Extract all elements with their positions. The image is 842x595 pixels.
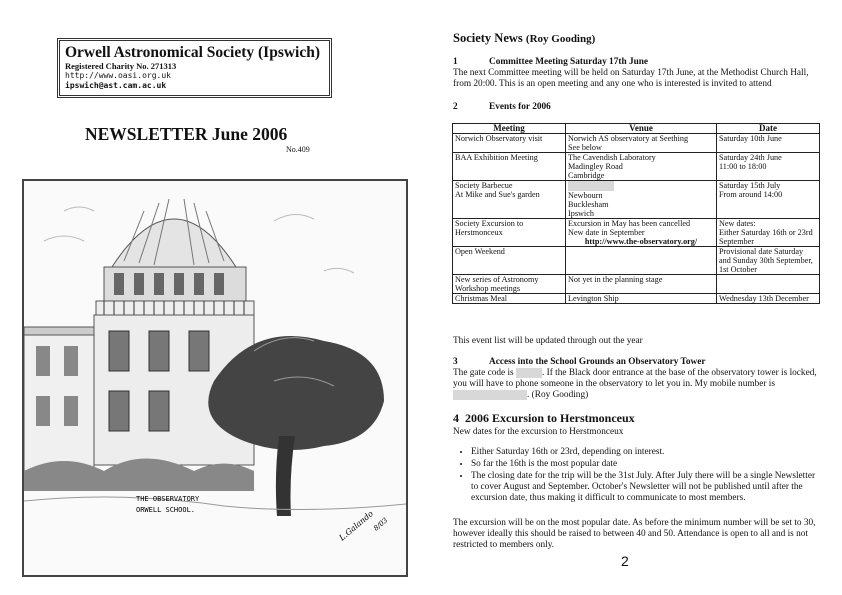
event-row (453, 181, 820, 219)
barbecue-address-redacted (568, 181, 614, 191)
section-3-heading (453, 357, 818, 368)
events-header-row (453, 124, 820, 134)
section-4-closing: The excursion will be on the most popular date. As before the minimum number will be set to 30, however ideally this should be raised to between 40 and 50. Attendance is open to all and is not restricted to members only. (453, 518, 816, 550)
event-meeting-cell: Society Excursion to Herstmonceux (453, 219, 566, 247)
event-date-cell: Saturday 15th July From around 14:00 (717, 181, 820, 219)
gate-code-text: The gate code is (453, 368, 514, 379)
col-venue: Venue (566, 124, 717, 134)
right-page (421, 0, 842, 595)
bullet-popular: • So far the 16th is the most popular date (471, 459, 818, 470)
observatory-drawing (24, 181, 406, 575)
access-instructions: . If the Black door entrance at the base of the observatory tower is locked, you will have to phone someone in the observatory to let you in. My mobile number is (453, 368, 817, 390)
section-3-body (453, 368, 818, 401)
event-venue-cell: Norwich AS observatory at Seething See below (566, 134, 717, 153)
observatory-link[interactable]: http://www.the-observatory.org/ (584, 237, 698, 247)
section-1-heading (453, 57, 818, 68)
section-1-title: Committee Meeting Saturday 17th June (489, 57, 649, 67)
society-email[interactable]: ipswich@ast.cam.ac.uk (65, 81, 167, 90)
society-news-title: Society News (453, 31, 523, 45)
event-meeting-cell: BAA Exhibition Meeting (453, 153, 566, 181)
sketch-caption-1: THE OBSERVATORY (136, 495, 200, 503)
event-date-cell: Saturday 10th June (717, 134, 820, 153)
col-meeting: Meeting (453, 124, 566, 134)
event-date-cell: New dates: Either Saturday 16th or 23rd September (717, 219, 820, 247)
mobile-number-redacted (453, 390, 527, 400)
observatory-sketch (22, 179, 408, 577)
event-row (453, 153, 820, 181)
event-meeting-cell: Society Barbecue At Mike and Sue's garden (453, 181, 566, 219)
event-venue-cell: Newbourn Bucklesham Ipswich (566, 181, 717, 219)
event-date-cell: Saturday 24th June 11:00 to 18:00 (717, 153, 820, 181)
section-4-title: 2006 Excursion to Herstmonceux (465, 411, 635, 425)
event-row (453, 275, 820, 294)
event-row (453, 294, 820, 304)
society-url[interactable]: http://www.oasi.org.uk (65, 71, 171, 80)
newsletter-title: NEWSLETTER June 2006 (85, 124, 288, 144)
sketch-caption-2: ORWELL SCHOOL. (136, 506, 196, 514)
section-4-intro: New dates for the excursion to Herstmonceux (453, 427, 624, 437)
issue-number: No.409 (286, 145, 310, 154)
gate-code-redacted (516, 368, 542, 378)
bullet-dates: • Either Saturday 16th or 23rd, depending on interest. (471, 447, 818, 458)
event-date-cell (717, 275, 820, 294)
events-table (452, 123, 820, 304)
event-venue-cell: Excursion in May has been cancelled New date in September http://www.the-observatory.org/ (566, 219, 717, 247)
section-2-title: Events for 2006 (489, 102, 551, 112)
page-number: 2 (621, 553, 629, 569)
event-meeting-cell: Christmas Meal (453, 294, 566, 304)
events-note: This event list will be updated through out the year (453, 336, 643, 346)
event-meeting-cell: Norwich Observatory visit (453, 134, 566, 153)
society-name: Orwell Astronomical Society (Ipswich) (65, 44, 321, 61)
col-date: Date (717, 124, 820, 134)
event-date-cell: Wednesday 13th December (717, 294, 820, 304)
society-news-heading (453, 31, 595, 46)
bullet-closing: • The closing date for the trip will be the 31st July. After July there will be a single Newsletter to cover August and September. October's Newsletter will not be published until after the excursion date, thus making it difficult to communicate to most members. (471, 471, 818, 504)
section-2-heading (453, 102, 818, 113)
event-venue-cell: Levington Ship (566, 294, 717, 304)
section-1-number: 1 (453, 57, 458, 67)
event-row (453, 247, 820, 275)
section-2-number: 2 (453, 102, 458, 112)
charity-number: Registered Charity No. 271313 (65, 61, 177, 71)
signature-date: 8/03 (372, 516, 390, 533)
access-signoff: . (Roy Gooding) (527, 390, 589, 401)
society-news-author: (Roy Gooding) (525, 33, 596, 45)
event-venue-cell: Not yet in the planning stage (566, 275, 717, 294)
artist-signature: L.Galando (337, 509, 376, 543)
section-3-title: Access into the School Grounds an Observatory Tower (489, 357, 706, 367)
section-4-number: 4 (453, 411, 459, 425)
event-row (453, 134, 820, 153)
event-venue-cell: The Cavendish Laboratory Madingley Road Cambridge (566, 153, 717, 181)
section-1-body: The next Committee meeting will be held on Saturday 17th June, at the Methodist Church Hall, from 20:00. This is an open meeting and any one who is interested is invited to attend (453, 68, 809, 89)
section-4-bullets (453, 447, 818, 505)
society-header-box (57, 38, 332, 98)
event-meeting-cell: Open Weekend (453, 247, 566, 275)
event-venue-cell (566, 247, 717, 275)
section-3-number: 3 (453, 357, 458, 367)
event-row (453, 219, 820, 247)
event-date-cell: Provisional date Saturday and Sunday 30th September, 1st October (717, 247, 820, 275)
section-4-heading (453, 413, 818, 424)
event-meeting-cell: New series of Astronomy Workshop meetings (453, 275, 566, 294)
